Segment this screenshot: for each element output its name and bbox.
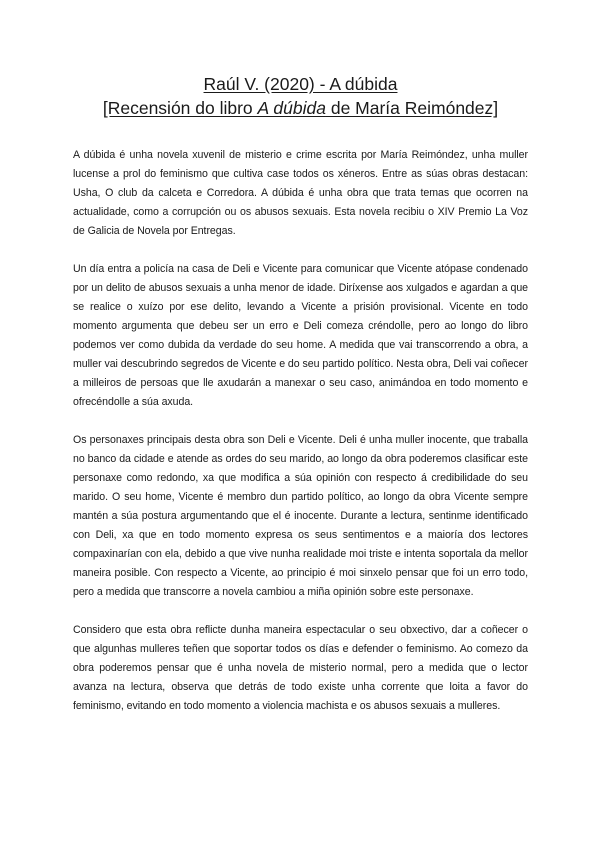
paragraph-intro: A dúbida é unha novela xuvenil de misterio e crime escrita por María Reimóndez, unha muller lucense a prol do feminismo que cultiva case todos os xéneros. Entre as súas obras destacan: Usha, O club da calceta e Corredora. A dúbida é unha obra que trata temas que ocorren na actualidade, como a corrupción ou os abusos sexuais. Esta novela recibiu o XIV Premio La Voz de Galicia de Novela por Entregas. — [73, 149, 528, 237]
document-title: Raúl V. (2020) - A dúbida — [203, 74, 398, 94]
paragraph-plot: Un día entra a policía na casa de Deli e Vicente para comunicar que Vicente atópase condenado por un delito de abusos sexuais a unha menor de idade. Diríxense aos xulgados e agardan a que se realice o xuízo por ese delito, levando a Vicente a prisión provisional. Vicente en todo momento argumenta que debeu ser un erro e Deli comeza créndolle, pero ao longo do libro podemos ver como dubida da verdade do seu home. A medida que vai transcorrendo a obra, a muller vai descubrindo segredos de Vicente e do seu partido político. Nesta obra, Deli vai coñecer a milleiros de persoas que lle axudarán a manexar o seu caso, animándoa en todo momento e ofrecéndolle a súa axuda. — [73, 263, 528, 408]
subtitle-suffix: de María Reimóndez] — [325, 98, 499, 118]
subtitle-book-title: A dúbida — [257, 98, 326, 118]
paragraph-characters: Os personaxes principais desta obra son Deli e Vicente. Deli é unha muller inocente, que traballa no banco da cidade e atende as ordes do seu marido, ao longo da obra poderemos clasificar este personaxe como redondo, xa que modifica a súa opinión con respecto á credibilidade do seu marido. O seu home, Vicente é membro dun partido político, ao longo da obra Vicente sempre mantén a súa postura argumentando que el é inocente. Durante a lectura, sentinme identificado con Deli, xa que en todo momento expresa os seus sentimentos e a maioría dos lectores compaxinarían con ela, debido a que vive nunha realidade moi triste e intenta soportala da mellor maneira posible. Con respecto a Vicente, ao principio é moi sinxelo pensar que foi un erro todo, pero a medida que transcorre a novela cambiou a miña opinión sobre este personaxe. — [73, 434, 528, 598]
document-subtitle — [73, 96, 528, 120]
subtitle-prefix: [Recensión do libro — [102, 98, 258, 118]
document-page — [73, 72, 528, 735]
review-body — [73, 146, 528, 716]
paragraph-conclusion: Considero que esta obra reflicte dunha maneira espectacular o seu obxectivo, dar a coñecer o que algunhas mulleres teñen que soportar todos os días e defender o feminismo. Ao comezo da obra poderemos pensar que é unha novela de misterio normal, pero a medida que o lector avanza na lectura, observa que detrás de todo existe unha corrente que loita a favor do feminismo, evitando en todo momento a violencia machista e os abusos sexuais a mulleres. — [73, 624, 528, 712]
